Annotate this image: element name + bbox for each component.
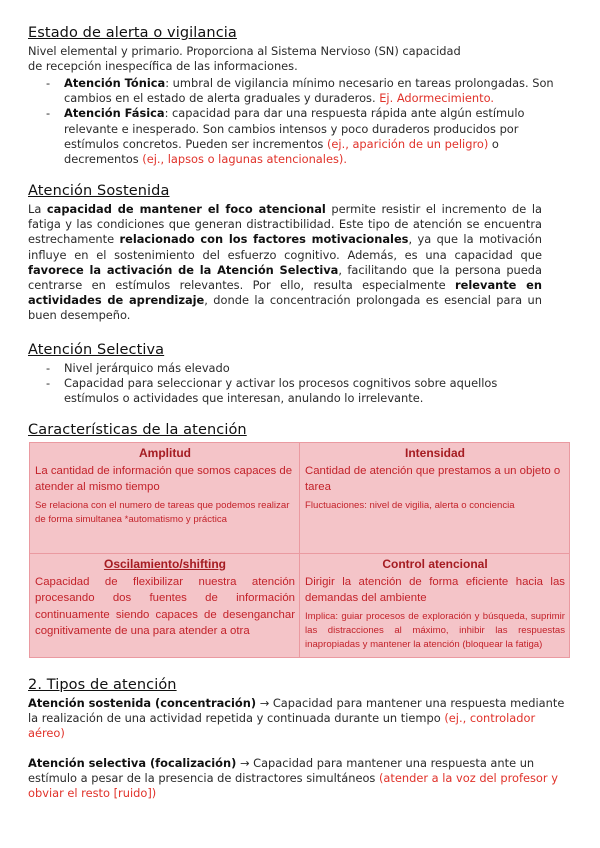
cell-text: Capacidad de flexibilizar nuestra atención procesando dos fuentes de información continuamente siendo capaces de desenganchar cognitivamente de una para atender a otra	[35, 575, 295, 638]
cell-note: Implica: guiar procesos de exploración y búsqueda, suprimir las distracciones al máximo, inhibir las respuestas inapropiadas y mantener la atención (bloquear la fatiga)	[305, 610, 565, 650]
alerta-intro-line-1: Nivel elemental y primario. Proporciona al Sistema Nervioso (SN) capacidad	[28, 44, 461, 58]
table-row	[30, 443, 570, 554]
text-run: , ya que la motivación influye en el sostenimiento del esfuerzo cognitivo. Además, es una capacidad que	[28, 232, 542, 262]
cell-text: La cantidad de información que somos capaces de atender al mismo tiempo	[35, 464, 293, 494]
cell-heading: Amplitud	[139, 446, 191, 460]
bold-run: relacionado con los factores motivacionales	[119, 232, 409, 247]
table-row	[30, 554, 570, 658]
cell-note: Se relaciona con el numero de tareas que podemos realizar de forma simultanea *automatismo y práctica	[35, 499, 290, 525]
arrow-icon: →	[259, 696, 270, 710]
text-run: permite resistir el incremento de la fatiga y las condiciones que generan distractibilidad. Este tipo de atención se encuentra estrechamente	[28, 202, 543, 247]
fasica-example-1: (ej., aparición de un peligro)	[326, 136, 489, 151]
alerta-intro	[28, 44, 573, 74]
sostenida-heading: Atención Sostenida	[28, 183, 170, 199]
cell-text: Dirigir la atención de forma eficiente hacia las demandas del ambiente	[305, 575, 565, 605]
tonica-text: : umbral de vigilancia mínimo necesario en tareas prolongadas. Son cambios en el estado de alerta graduales y duraderos.	[64, 76, 554, 106]
text-run: , facilitando que la persona pueda centrarse en estímulos relevantes. Por ello, resulta especialmente	[28, 262, 542, 293]
text-run: , donde la concentración prolongada es esencial para un buen desempeño.	[28, 293, 542, 323]
bold-run: favorece la activación de la Atención Selectiva	[28, 262, 339, 277]
cell-heading: Control atencional	[382, 557, 488, 571]
caracteristicas-table	[29, 442, 570, 658]
bold-run: relevante en actividades de aprendizaje	[28, 278, 542, 308]
sostenida-label: Atención sostenida (concentración)	[28, 696, 257, 710]
table-cell-amplitud	[30, 443, 300, 554]
sostenida-paragraph	[28, 202, 542, 324]
selectiva-label: Atención selectiva (focalización)	[28, 756, 237, 770]
table-cell-control	[300, 554, 570, 658]
list-item: - Capacidad para seleccionar y activar los procesos cognitivos sobre aquellos estímulos o actividades que interesan, anulando lo irrelevante.	[28, 376, 548, 406]
tonica-example: Ej. Adormecimiento.	[379, 91, 494, 106]
alerta-heading: Estado de alerta o vigilancia	[28, 25, 237, 41]
caracteristicas-heading: Características de la atención	[28, 422, 247, 438]
fasica-text: : capacidad para dar una respuesta rápida ante algún estímulo relevante e inesperado. Son cambios intensos y poco duraderos producidos por estímulos concretos. Pueden ser incrementos	[64, 106, 525, 151]
list-item	[28, 76, 573, 106]
alerta-list	[28, 76, 573, 167]
tipos-selectiva	[28, 756, 573, 802]
fasica-mid: o decrementos	[64, 136, 499, 167]
selectiva-heading: Atención Selectiva	[28, 342, 165, 358]
cell-note: Fluctuaciones: nivel de vigilia, alerta o conciencia	[305, 499, 515, 511]
list-item: - Nivel jerárquico más elevado	[28, 361, 548, 376]
selectiva-list	[28, 361, 548, 407]
selectiva-text: Capacidad para mantener una respuesta ante un estímulo a pesar de la presencia de distractores simultáneos	[28, 756, 535, 786]
cell-heading: Intensidad	[404, 446, 465, 460]
list-item	[28, 106, 573, 167]
tipos-sostenida	[28, 696, 568, 742]
sostenida-example: (ej., controlador aéreo)	[28, 711, 536, 741]
alerta-intro-line-2: de recepción inespecífica de las informaciones.	[28, 59, 298, 74]
cell-text: Cantidad de atención que prestamos a un objeto o tarea	[305, 464, 561, 494]
selectiva-example: (atender a la voz del profesor y obviar el resto [ruido])	[28, 771, 558, 801]
table-cell-oscilamiento	[30, 554, 300, 658]
bold-run: capacidad de mantener el foco atencional	[46, 202, 326, 216]
fasica-example-2: (ej., lapsos o lagunas atencionales).	[142, 152, 347, 167]
tipos-heading: 2. Tipos de atención	[28, 677, 177, 693]
sostenida-text: Capacidad para mantener una respuesta mediante la realización de una actividad repetida y continuada durante un tiempo	[28, 696, 565, 726]
table-cell-intensidad	[300, 443, 570, 554]
arrow-icon: →	[239, 756, 250, 770]
cell-heading: Oscilamiento/shifting	[103, 557, 226, 571]
fasica-label: Atención Fásica	[64, 106, 165, 121]
text-run: La	[28, 202, 47, 216]
tonica-label: Atención Tónica	[64, 76, 166, 90]
